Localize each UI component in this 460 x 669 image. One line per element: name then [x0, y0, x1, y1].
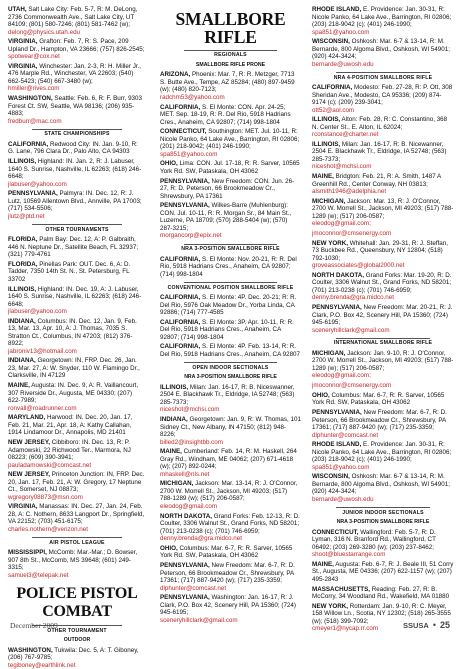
entry-email-link[interactable]: jlutz@ptd.net — [8, 212, 45, 220]
heading-rule — [184, 362, 277, 363]
entry-location: WISCONSIN, — [312, 38, 350, 46]
publication-name: SSUSA — [402, 620, 429, 630]
section-heading — [312, 72, 454, 81]
entry-location: PENNSYLVANIA, — [160, 177, 210, 185]
entry-details: Palm Bay: Dec. 12, A: P. Galbraith, 446 N. Neptune Dr., Satellite Beach, FL 32937; (321) 779-4761 — [8, 236, 139, 259]
entry-email-link[interactable]: samuel3@telepak.net — [8, 571, 69, 579]
entry-details: Alton: Feb. 28, R: C. Constantino, 368 N. Center St., E. Alton, IL 62024; — [312, 116, 448, 131]
listing-entry — [160, 104, 301, 127]
entry-details: Oshkosh: Mar. 6-7 & 13-14, R: M. Bernarde, 800 Algoma Blvd., Oshkosh, WI 54901; (920) 424-3424; — [312, 38, 450, 61]
listing-entry — [160, 545, 301, 560]
heading-rule — [336, 72, 430, 73]
entry-email-link[interactable]: rconstance@charter.net — [312, 131, 379, 139]
section-title: POLICE PISTOL COMBAT — [16, 585, 138, 621]
entry-details: E. Providence: Jan. 30-31, R: Nicole Panko, 64 Lake Ave., Barrington, RI 02806; (203) 218-9042 (c); (401) 246-1990; — [312, 441, 452, 464]
entry-location: OHIO, — [160, 544, 178, 552]
entry-details: Jackson: Mar. 13-14, R: J. O'Connor, 2700 W. Morrell St., Jackson, MI 49203; (517) 788-1289 (w); (517) 206-0587; — [160, 480, 298, 503]
listing-entry — [8, 647, 146, 669]
listing-entry — [8, 158, 146, 188]
entry-location: OHIO, — [312, 391, 330, 399]
entry-email-link[interactable]: denny.brenda@gra.midco.net — [312, 294, 394, 302]
entry-email-link[interactable]: sceneryhillclark@gmail.com — [160, 616, 238, 624]
heading-rule — [336, 338, 430, 339]
bullet-separator: • — [432, 619, 436, 630]
entry-location: OHIO, — [160, 160, 178, 168]
entry-email-link[interactable]: niceshot@mchsi.com — [160, 406, 220, 414]
section-heading — [160, 362, 301, 371]
entry-details: Augusta: IN. Dec. 9, A: R. Vaillancourt, 307 Riverside Dr., Augusta, ME 04330; (207) 622-7989; — [8, 382, 139, 405]
entry-details: Redwood City: IN. Jan. 9-10, R: G. Lane, 796 Clara Dr., Palo Alto, CA 94303 — [8, 140, 138, 156]
entry-details: Reading: Feb. 27, R: B. McCorry, 34 Woodland Rd., Wakefield, MA 01880 — [312, 585, 450, 601]
entry-details: New Freedom: Mar. 6-7, R: D. Peterson, 66 Brookmeadow Cr., Shrewsbury, PA 17361; (717) 887-9420 (w); (717) 235-3359; — [160, 562, 295, 584]
entry-details: Oshkosh: Mar. 6-7 & 13-14, R: M. Bernarde, 800 Algoma Blvd., Oshkosh, WI 54901; (920) 424-3424; — [312, 473, 450, 496]
entry-details: S. El Monte: 3P. Apr. 10-11, R: R. Del Rio, 5918 Hadrians Cres., Anaheim, CA 92807; (714) 998-1804 — [160, 318, 294, 341]
entry-location: RHODE ISLAND, — [312, 6, 362, 13]
entry-details: McComb: Mar.-Mar.; D. Bowser, 907 8th St., McComb, MS 39648; (601) 249-3315; — [8, 549, 138, 572]
listing-entry — [312, 230, 454, 238]
listing-entry — [8, 286, 146, 316]
listing-entry — [312, 141, 454, 171]
listing-entry — [312, 529, 454, 559]
entry-location: MICHIGAN, — [160, 480, 194, 488]
listing-entry — [160, 343, 301, 358]
listing-entry — [160, 480, 301, 510]
listing-entry — [8, 414, 146, 437]
entry-details: S. El Monte: CON. Apr. 24-25; MET. Sep. 18-19, R: R. Del Rio, 5918 Hadrians Cres., Anaheim, CA 92807; (714) 998-1804 — [160, 103, 291, 126]
section-subheading: NRA 3-POSITION SMALLBORE RIFLE — [336, 519, 430, 526]
entry-email-link[interactable]: jabroniv13@hotmail.com — [8, 347, 77, 355]
listing-entry — [312, 272, 454, 302]
listing-entry — [160, 202, 301, 240]
listing-section — [312, 6, 454, 68]
entry-email-link[interactable]: sceneryhillclark@gmail.com — [312, 326, 390, 334]
entry-email-link[interactable]: hmiller@rives.com — [8, 85, 60, 93]
listing-entry — [312, 561, 454, 584]
listing-entry — [8, 63, 146, 93]
entry-email-link[interactable]: bernarde@uwosh.edu — [312, 495, 374, 503]
section-subheading: OUTDOOR — [63, 637, 91, 644]
listing-section — [160, 282, 301, 358]
listing-section — [312, 338, 454, 503]
entry-details: Milan: Jan. 16-17, R: B. Niceswanner, 2504 E. Blackhawk Tr., Eldridge, IA 52748; (563) 285-7373; — [160, 383, 295, 406]
entry-location: RHODE ISLAND, — [312, 441, 362, 449]
listing-entry — [8, 549, 146, 579]
heading-rule — [32, 224, 122, 225]
section-heading — [312, 338, 454, 347]
entry-email-link[interactable]: alsmith1946@adelphia.net — [312, 188, 387, 196]
issue-date: December 2009 — [10, 621, 58, 630]
listing-entry — [160, 71, 301, 101]
listing-section — [8, 537, 146, 579]
entry-details: Columbus: Mar. 6-7, R: R. Sarver, 10565 York Rd. SW, Pataskala, OH 43062 — [160, 544, 293, 560]
entry-location: CALIFORNIA, — [160, 318, 201, 326]
section-heading — [8, 537, 146, 546]
listing-entry — [160, 513, 301, 543]
entry-email-link[interactable]: niceshot@mchsi.com — [312, 163, 372, 171]
listing-entry — [312, 116, 454, 139]
listing-entry — [8, 95, 146, 125]
heading-rule — [336, 507, 430, 508]
entry-email-link[interactable]: spotwear@cox.net — [8, 53, 60, 61]
listing-entry — [8, 382, 146, 412]
entry-email-link[interactable]: ott52@aol.com — [312, 106, 355, 114]
entry-details: Columbus: Mar. 6-7, R: R. Sarver, 10565 York Rd. SW, Pataskala, OH 43062 — [312, 391, 445, 407]
entry-details: New Freedom: Mar. 20-21, R: J. Clark, P.O. Box 42, Scenery Hill, PA 15360; (724) 945-6195; — [312, 304, 453, 327]
section-title: SMALLBORE RIFLE — [175, 9, 286, 47]
entry-details: Harwood: IN. Dec. 20, Jan. 17, Feb. 21, Mar. 21, Apr. 18, A: Kathy Callahan, 1914 Lindamoor Dr., Annapolis, MD 21401 — [8, 414, 133, 437]
section-heading — [8, 224, 146, 233]
entry-details: Wilkes-Barre (Muhlenburg): CON. Jul. 10-11, R: R. Morgan Sr., 84 Main St., Luzerne, PA 18709; (570) 288-5404 (w); (570) 287-3215; — [160, 202, 292, 232]
entry-location: PENNSYLVANIA, — [160, 562, 210, 569]
entry-email-link[interactable]: eleodog@gmail.com — [160, 502, 218, 510]
entry-email-link[interactable]: shoot@bluestarrange.com — [312, 551, 386, 559]
entry-location: MICHIGAN, — [312, 197, 346, 205]
entry-location: WISCONSIN, — [312, 473, 350, 481]
section-heading-text: REGIONALS — [214, 52, 247, 59]
entry-details: Lima: CON. Jul. 17-18, R: R. Sarver, 10565 York Rd. SW, Pataskala, OH 43062 — [160, 160, 300, 175]
entry-details: Whitehall: Jan. 29-31, R: J. Steffan, 73 Buckbee Rd., Queensbury, NY 12804; (518) 792-1030; — [312, 239, 448, 262]
entry-details: Jackson: Jan. 9-10, R: J. O'Connor, 2700 W. Morrell St., Jackson, MI 49203; (517) 788-1289 (w); (517) 206-0587; — [312, 349, 454, 372]
listing-section — [312, 72, 454, 334]
entry-location: CALIFORNIA, — [160, 255, 201, 263]
listing-entry — [160, 178, 301, 201]
entry-details: S. El Monte: 4P. Feb. 13-14, R: R. Del Rio, 5918 Hadrians Cres., Anaheim, CA 92807 — [160, 343, 301, 358]
listing-entry — [312, 173, 454, 196]
entry-details: Bridgton: Feb. 21, R: A. Smith, 1487 A Greenhill Rd., Center Conway, NH 03813; — [312, 173, 441, 188]
heading-rule — [184, 50, 277, 51]
entry-location: VIRGINIA, — [8, 62, 38, 70]
listing-entry — [312, 392, 454, 407]
entry-email-link[interactable]: jlabuser@yahoo.com — [8, 180, 67, 188]
entry-email-link[interactable]: spa851@yahoo.com — [160, 150, 218, 158]
entry-location: MAINE, — [312, 560, 334, 568]
entry-details: S. El Monte: Nov. 20-21, R: R. Del Rio, 5918 Hadrians Cres., Anaheim, CA 92807; (714) 998-1804 — [160, 255, 297, 278]
entry-location: NORTH DAKOTA, — [160, 512, 212, 520]
entry-details: Tukwila: Dec. 5, A: T. Giboney, (206) 767-9785; — [8, 646, 139, 662]
entry-details: Salt Lake City: Feb. 5-7, R: M. DeLong, 2736 Commonwealth Ave., Salt Lake City, UT 84109; (801) 580-7246; (801) 581-7462 (w); — [8, 6, 138, 28]
entry-location: PENNSYLVANIA, — [160, 202, 210, 210]
entry-location: CONNECTICUT, — [312, 528, 359, 536]
entry-details: Seattle: Feb. 6, R: F. Burr, 9303 Forest Ct. SW, Seattle, WA 98136; (206) 935-4883; — [8, 95, 142, 118]
listing-section — [312, 507, 454, 632]
entry-location: ILLINOIS, — [160, 383, 189, 391]
listing-entry — [8, 261, 146, 284]
heading-rule — [184, 244, 277, 245]
entry-email-link[interactable]: ronvall@roadrunner.com — [8, 404, 77, 412]
section-heading-text: JUNIOR INDOOR SECTIONALS — [342, 509, 424, 516]
entry-location: INDIANA, — [8, 357, 36, 365]
entry-location: ILLINOIS, — [312, 116, 341, 124]
entry-details: Georgetown: IN, FRP. Dec. 26, Jan. 23, Mar. 27, A: W. Snyder, 110 W. Flamingo Dr., Clarksville, IN 47129 — [8, 357, 140, 380]
entry-location: PENNSYLVANIA, — [160, 594, 210, 602]
listing-entry — [160, 416, 301, 446]
entry-email-link[interactable]: cmeyer1@nycap.rr.com — [312, 625, 379, 633]
listing-entry — [312, 586, 454, 601]
section-heading — [312, 507, 454, 516]
entry-email-link[interactable]: wgregory08873@msn.com — [8, 493, 83, 501]
entry-email-link[interactable]: dlphunter@comcast.net — [312, 431, 379, 439]
section-heading-text: OPEN INDOOR SECTIONALS — [192, 364, 269, 371]
entry-email-link[interactable]: bernarde@uwosh.edu — [312, 60, 374, 68]
listing-entry — [312, 304, 454, 334]
entry-location: VIRGINIA, — [8, 503, 38, 511]
entry-location: NEW JERSEY, — [8, 439, 51, 447]
listing-entry — [8, 38, 146, 61]
heading-rule — [32, 129, 122, 130]
section-subheading: NRA 3-POSITION SMALLBORE RIFLE — [184, 374, 277, 381]
entry-location: FLORIDA, — [8, 236, 38, 244]
entry-email-link[interactable]: groveassociates@global2000.net — [312, 262, 405, 270]
entry-email-link[interactable]: eleodog@gmail.com; — [312, 372, 371, 380]
entry-location: UTAH, — [8, 6, 27, 13]
entry-details: Southington: MET. Jul. 10-11, R: Nicole Panko, 64 Lake Ave., Barrington, RI 02806; (201) 218-9042; (401) 246-1990; — [160, 128, 300, 151]
section-heading — [160, 244, 301, 253]
section-heading-text: STATE CHAMPIONSHIPS — [44, 131, 110, 138]
entry-email-link[interactable]: billed2@insightbb.com — [160, 438, 223, 446]
entry-details: Highland: IN. Dec. 19, A: J. Labuser, 1640 S. Sunrise, Nashville, IL 62263; (618) 246-6648; — [8, 285, 142, 308]
listing-entry — [312, 38, 454, 68]
listing-entry — [8, 439, 146, 469]
entry-details: Manassas: IN. Dec. 27, Jan. 24, Feb. 28, A: C. Nothern, 8633 Langport Dr., Springfield, VA 22152; (703) 451-6175; — [8, 503, 145, 526]
listing-entry — [160, 448, 301, 478]
entry-location: VIRGINIA, — [8, 38, 38, 46]
entry-email-link[interactable]: pauladamowski@comcast.net — [8, 461, 92, 469]
page-number: 25 — [439, 620, 450, 630]
entry-location: MAINE, — [8, 382, 30, 390]
listing-entry — [160, 160, 301, 175]
section-heading-text: NRA 4-POSITION SMALLBORE RIFLE — [333, 74, 433, 81]
entry-location: INDIANA, — [8, 317, 36, 325]
entry-location: NEW YORK, — [312, 602, 348, 610]
entry-location: CALIFORNIA, — [160, 294, 201, 302]
entry-details: Grand Forks: Mar. 19-20, R: D. Coulter, 3306 Walnut St., Grand Forks, ND 58201; (701) 213-0238 (c); (701) 746-6959; — [312, 271, 452, 294]
entry-location: PENNSYLVANIA, — [8, 190, 58, 198]
entry-email-link[interactable]: charles.nothern@verizon.net — [8, 525, 88, 533]
entry-details: Phoenix: Mar. 7, R: R. Metzger, 7713 S. Butte Ave., Tempe, AZ 85284; (480) 897-9459 (w); (480) 820-7123; — [160, 71, 295, 94]
entry-details: Wallingford: Feb. 5-7, R: D. Lyman, 316 N. Branford Rd., Wallingford, CT 06492; (203) 269-3280 (w); (203) 237-8462; — [312, 528, 436, 551]
entry-email-link[interactable]: denny.brenda@gra.midco.net — [160, 535, 242, 543]
entry-location: WASHINGTON, — [8, 646, 53, 654]
section-heading-text: OTHER TOURNAMENTS — [45, 226, 109, 233]
listing-section — [8, 6, 146, 125]
entry-email-link[interactable]: eleodog@gmail.com; — [312, 220, 371, 228]
entry-details: Grand Forks: Feb. 12-13, R: D. Coulter, 3306 Walnut St., Grand Forks, ND 58201; (701) 213-0238 (c); (701) 746-6959; — [160, 512, 300, 535]
entry-email-link[interactable]: delong@physics.utah.edu — [8, 28, 81, 36]
entry-location: ILLINOIS, — [8, 285, 37, 293]
entry-location: WASHINGTON, — [8, 95, 53, 103]
listing-entry — [312, 350, 454, 380]
listing-entry — [312, 240, 454, 270]
entry-email-link[interactable]: spa851@yahoo.com — [312, 28, 370, 36]
entry-location: PENNSYLVANIA, — [312, 304, 362, 312]
listing-entry — [312, 409, 454, 439]
entry-location: CONNECTICUT, — [160, 128, 207, 136]
entry-details: Rotterdam: Jan. 9-10, R: C. Meyer, 158 Willow Ln., Scotia, NY 12302; (518) 265-3555 (w); (518) 399-7092; — [312, 602, 451, 625]
section-heading — [160, 50, 301, 59]
entry-location: MASSACHUSETTS, — [312, 585, 370, 593]
section-subheading: SMALLBORE RIFLE PRONE — [195, 61, 266, 68]
listing-entry — [8, 503, 146, 533]
listing-section — [160, 244, 301, 278]
listing-entry — [8, 141, 146, 156]
column-middle — [160, 6, 301, 624]
entry-location: PENNSYLVANIA, — [312, 409, 362, 417]
entry-location: NEW JERSEY, — [8, 471, 51, 479]
listing-entry — [312, 6, 454, 36]
listing-section — [160, 362, 301, 624]
entry-email-link[interactable]: dlphunter@comcast.net — [160, 584, 227, 592]
listing-entry — [160, 562, 301, 592]
entry-location: ARIZONA, — [160, 71, 191, 79]
section-heading — [8, 129, 146, 138]
entry-details: Highland: IN. Jan. 2, R: J. Labuser, 1640 S. Sunrise, Nashville, IL 62263; (618) 246-6648; — [8, 158, 142, 181]
section-heading-text: AIR PISTOL LEAGUE — [49, 539, 105, 546]
entry-email-link[interactable]: fredburr@mac.com — [8, 117, 62, 125]
listing-entry — [312, 84, 454, 114]
entry-location: NEW YORK, — [312, 239, 348, 247]
listing-entry — [8, 318, 146, 356]
entry-location: INDIANA, — [160, 416, 188, 424]
listing-entry — [160, 294, 301, 317]
entry-details: Princeton Junction: IN, FRP. Dec. 20, Jan. 17, Feb. 21, A: W. Gregory, 17 Neptune Ct., Somerset, NJ 08873; — [8, 471, 145, 494]
listing-entry — [160, 128, 301, 158]
listing-section — [8, 224, 146, 533]
entry-location: NORTH DAKOTA, — [312, 271, 364, 279]
entry-details: S. El Monte: 4P. Dec. 20-21; R: R. Del Rio, 5976 Oak Meadow Dr., Yorba Linda, CA 92886; (714) 777-4585 — [160, 294, 297, 317]
entry-location: MISSISSIPPI, — [8, 549, 47, 557]
listing-entry — [160, 256, 301, 279]
listing-entry — [8, 6, 146, 36]
listing-entry — [312, 441, 454, 471]
entry-email-link[interactable]: mhaskell@nls.net — [160, 470, 210, 478]
listing-section — [160, 10, 301, 240]
entry-location: MARYLAND, — [8, 414, 46, 422]
listing-section — [8, 129, 146, 220]
entry-email-link[interactable]: jlabuser@yahoo.com — [8, 308, 67, 316]
section-heading — [160, 282, 301, 291]
entry-details: Milan: Jan. 16-17, R: B. Nicewanner, 2504 E. Blackhawk Tr., Eldridge, IA 52748; (563) 285-7373; — [312, 140, 447, 163]
entry-location: FLORIDA, — [8, 260, 38, 268]
entry-location: MAINE, — [160, 448, 182, 456]
entry-details: Palmyra: IN. Dec. 12, R: J. Lutz, 10569 Allentown Blvd., Annville, PA 17003; (717) 534-5506; — [8, 190, 142, 213]
heading-rule — [184, 282, 277, 283]
entry-details: Winchester: Jan. 2-3, R: H. Miller Jr., 476 Marple Rd., Winchester, VA 22603; (540) 662-5423; (540) 667-3480 (w); — [8, 62, 142, 85]
entry-details: Washington: Jan. 16-17, R: J. Clark, P.O. Box 42, Scenery Hill, PA 15360; (724) 945-6195; — [160, 594, 296, 617]
listing-entry — [8, 190, 146, 220]
entry-details: Grafton: Feb. 7, R: S. Pace, 209 Upland Dr., Hampton, VA 23666; (757) 826-2545; — [8, 38, 145, 53]
entry-email-link[interactable]: jmoconnor@cmsenergy.com — [312, 230, 392, 238]
entry-details: Cibbiboro: IN. Dec. 13, R: P. Adamowski, 22 Richwood Ter., Marmora, NJ 08223; (609) 390-3941; — [8, 439, 131, 462]
entry-location: CALIFORNIA, — [160, 103, 201, 111]
entry-email-link[interactable]: morgancorp@epix.net — [160, 232, 222, 240]
entry-location: MAINE, — [312, 173, 334, 181]
entry-details: Jackson: Mar. 13, R: J. O'Connor, 2700 W. Morrell St., Jackson, MI 49203; (517) 788-1289 (w); (517) 206-0587; — [312, 197, 454, 220]
entry-location: CALIFORNIA, — [8, 140, 49, 148]
listing-entry — [312, 382, 454, 390]
section-heading-text: NRA 3-POSITION SMALLBORE RIFLE — [181, 246, 280, 253]
entry-email-link[interactable]: jmoconnor@cmsenergy.com — [312, 382, 392, 390]
page-footer — [403, 620, 450, 630]
listing-entry — [8, 357, 146, 380]
entry-details: Augusta: Feb. 6-7, R: J. Beale III, 51 Corry St., Augusta, ME 04336; (207) 622-1157 (w); (207) 495-2843 — [312, 560, 454, 583]
entry-details: Cumberland: Feb. 14, R: M. Haskell, 264 Gray Rd., Windham, ME 04062; (207) 671-4618 (w); (207) 892-0244; — [160, 448, 297, 471]
entry-location: CALIFORNIA, — [312, 84, 353, 92]
entry-location: CALIFORNIA, — [160, 343, 201, 351]
listing-entry — [160, 384, 301, 414]
listing-entry — [160, 594, 301, 624]
entry-location: ILLINOIS, — [312, 140, 341, 148]
listing-entry — [8, 471, 146, 501]
listing-entry — [8, 236, 146, 259]
listing-entry — [312, 198, 454, 228]
entry-details: New Freedom: Mar. 6-7, R: D. Peterson, 66 Brookmeadow Cr., Shrewsbury, PA 17361; (717) 887-9420 (w); (717) 235-3359; — [312, 409, 447, 432]
section-heading-text: OTHER TOURNAMENT — [47, 627, 107, 634]
entry-details: Pinellas Park: OUT. Dec. 6, A: D. Tadder, 7350 14th St. N., St. Petersburg, FL 33702 — [8, 260, 131, 283]
entry-details: Columbus: IN. Dec. 12, Jan. 9, Feb. 13, Mar. 13, Apr. 10, A: J. Thomas, 7035 S. Stratton Ct., Columbus, IN 47203; (812) 376-8922; — [8, 317, 137, 348]
entry-location: MICHIGAN, — [312, 349, 346, 357]
entry-details: Modesto: Feb. 27-28, R: P. Ott, 308 Sheridan Ave., Modesto, CA 95336; (209) 874-9174 (c); (209) 239-3041; — [312, 84, 453, 107]
entry-details: E. Providence: Jan. 30-31, R: Nicole Panko, 64 Lake Ave., Barrington, RI 02806; (203) 218-9042 (c); (401) 246-1990; — [312, 6, 452, 28]
section-heading-text: INTERNATIONAL SMALLBORE RIFLE — [333, 340, 433, 347]
entry-email-link[interactable]: tegiboney@earthlink.net — [8, 661, 76, 669]
heading-rule — [32, 537, 122, 538]
entry-email-link[interactable]: radchm53@yahoo.com — [160, 93, 225, 101]
entry-location: ILLINOIS, — [8, 158, 37, 166]
entry-email-link[interactable]: spa851@yahoo.com — [312, 463, 370, 471]
entry-details: Georgetown: Jan. 9, R: W. Thomas, 101 Sidney Ct., New Albany, IN 47150; (812) 948-8226; — [160, 416, 301, 439]
section-heading-text: CONVENTIONAL POSITION SMALLBORE RIFLE — [167, 284, 294, 291]
listing-entry — [160, 319, 301, 342]
entry-details: New Freedom: CON. Jun. 26-27, R: D. Peterson, 66 Brookmeadow Cr., Shrewsbury, PA 17361 — [160, 177, 295, 200]
listing-entry — [312, 473, 454, 503]
